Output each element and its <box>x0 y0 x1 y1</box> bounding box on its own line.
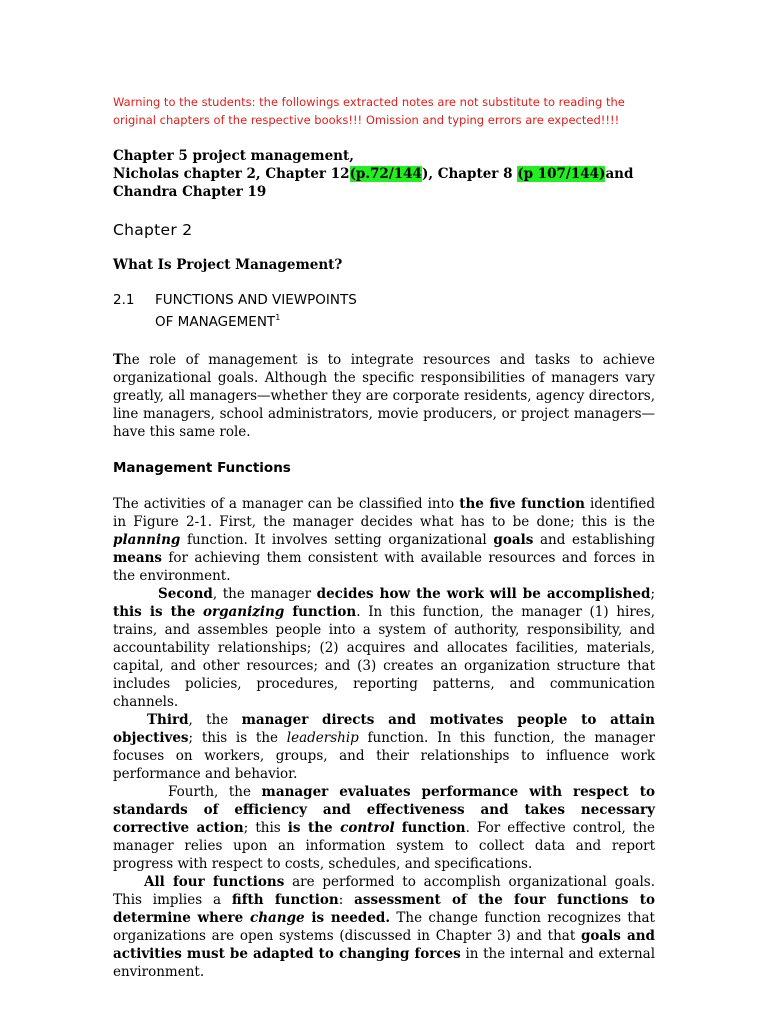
refs-line-2b: ), Chapter 8 <box>421 166 518 182</box>
paragraph-change <box>113 873 655 981</box>
bold-run: All four functions <box>144 874 285 890</box>
paragraph-planning <box>113 495 655 585</box>
text-run: . For effective control, the manager relies upon an information system to collect data and report progress with respect to costs, schedules, and specifications. <box>113 820 655 872</box>
bold-run: is needed. <box>304 910 391 926</box>
bold-run: is the <box>287 820 341 836</box>
footnote-marker: 1 <box>275 313 281 322</box>
section-heading <box>113 291 655 331</box>
bold-run: Second <box>158 586 213 602</box>
text-run: : <box>338 892 355 908</box>
section-title-line-1: FUNCTIONS AND VIEWPOINTS <box>155 292 357 308</box>
text-run: function. It involves setting organizational <box>180 532 494 548</box>
text-run: The activities of a manager can be classified into <box>113 496 460 512</box>
bold-italic-run: organizing <box>203 604 285 620</box>
text-run: . In this function, the manager (1) hires, trains, and assembles people into a system of authority, responsibility, and accountability relationships; (2) acquires and allocates facilities, materials, capital, and other resources; and (3) creates an organization structure that includes policies, procedures, reporting patterns, and communication channels. <box>113 604 656 710</box>
refs-line-1: Chapter 5 project management, <box>113 148 354 164</box>
bold-run: decides how the work will be accomplished <box>316 586 651 602</box>
text-run: ; this <box>243 820 288 836</box>
text-run: in the internal and external environment. <box>113 946 656 980</box>
bold-run: function <box>284 604 357 620</box>
bold-run: fifth function <box>231 892 339 908</box>
bold-run: function <box>401 820 466 836</box>
italic-run: leadership <box>286 730 359 746</box>
bold-run: manager evaluates performance with respect to standards of efficiency and effectiveness and takes necessary corrective action <box>113 784 655 836</box>
paragraph-organizing <box>113 585 655 711</box>
management-functions-heading: Management Functions <box>113 460 291 476</box>
bold-run: assessment of the four functions to determine where <box>113 892 656 926</box>
paragraph-leadership <box>113 711 655 783</box>
bold-italic-run: change <box>250 910 305 926</box>
chapter-subtitle: What Is Project Management? <box>113 257 343 273</box>
bold-run: goals <box>493 532 534 548</box>
text-run: ; <box>650 586 655 602</box>
chapter-title: Chapter 2 <box>113 221 193 239</box>
refs-line-2c: and <box>605 166 634 182</box>
warning-note: Warning to the students: the followings extracted notes are not substitute to reading the original chapters of the respective books!!! Omission and typing errors are expected!!!! <box>113 95 625 127</box>
intro-text: he role of management is to integrate resources and tasks to achieve organizational goals. Although the specific responsibilities of managers vary greatly, all managers—whether they are corporate residents, agency directors, line managers, school administrators, movie producers, or project managers—have this same role. <box>113 352 655 440</box>
refs-line-3: Chandra Chapter 19 <box>113 184 267 200</box>
paragraph-control <box>113 783 655 873</box>
text-run: function. In this function, the manager focuses on workers, groups, and their relationships to influence work performance and behavior. <box>113 730 655 782</box>
section-number: 2.1 <box>113 292 135 308</box>
text-run: and establishing <box>533 532 655 548</box>
bold-run: manager directs and motivates people to attain objectives <box>113 712 655 746</box>
bold-run: goals and activities must be adapted to changing forces <box>113 928 655 962</box>
page-highlight-1: (p.72/144 <box>349 166 422 182</box>
text-run: are performed to accomplish organizational goals. This implies a <box>113 874 655 908</box>
bold-run: the five function <box>459 496 585 512</box>
text-run: identified in Figure 2-1. First, the manager decides what has to be done; this is the <box>113 496 655 530</box>
page-highlight-2: (p 107/144) <box>517 166 606 182</box>
text-run: ; this is the <box>188 730 287 746</box>
text-run <box>195 604 203 620</box>
text-run: , the <box>188 712 242 728</box>
text-run: for achieving them consistent with available resources and forces in the environment. <box>113 550 655 584</box>
bold-run: Third <box>147 712 189 728</box>
bold-italic-run: control <box>340 820 395 836</box>
text-run: , the manager <box>212 586 317 602</box>
chapter-references <box>113 147 655 201</box>
refs-line-2a: Nicholas chapter 2, Chapter 12 <box>113 166 350 182</box>
intro-paragraph <box>113 351 655 441</box>
section-title-line-2: OF MANAGEMENT <box>155 314 276 330</box>
bold-run: means <box>113 550 163 566</box>
document-page <box>113 93 655 981</box>
bold-run: this is the <box>113 604 196 620</box>
text-run: The change function recognizes that organizations are open systems (discussed in Chapter 3) and that <box>113 910 655 944</box>
text-run: Fourth, the <box>168 784 262 800</box>
dropcap-letter: T <box>113 352 124 368</box>
bold-italic-run: planning <box>113 532 181 548</box>
